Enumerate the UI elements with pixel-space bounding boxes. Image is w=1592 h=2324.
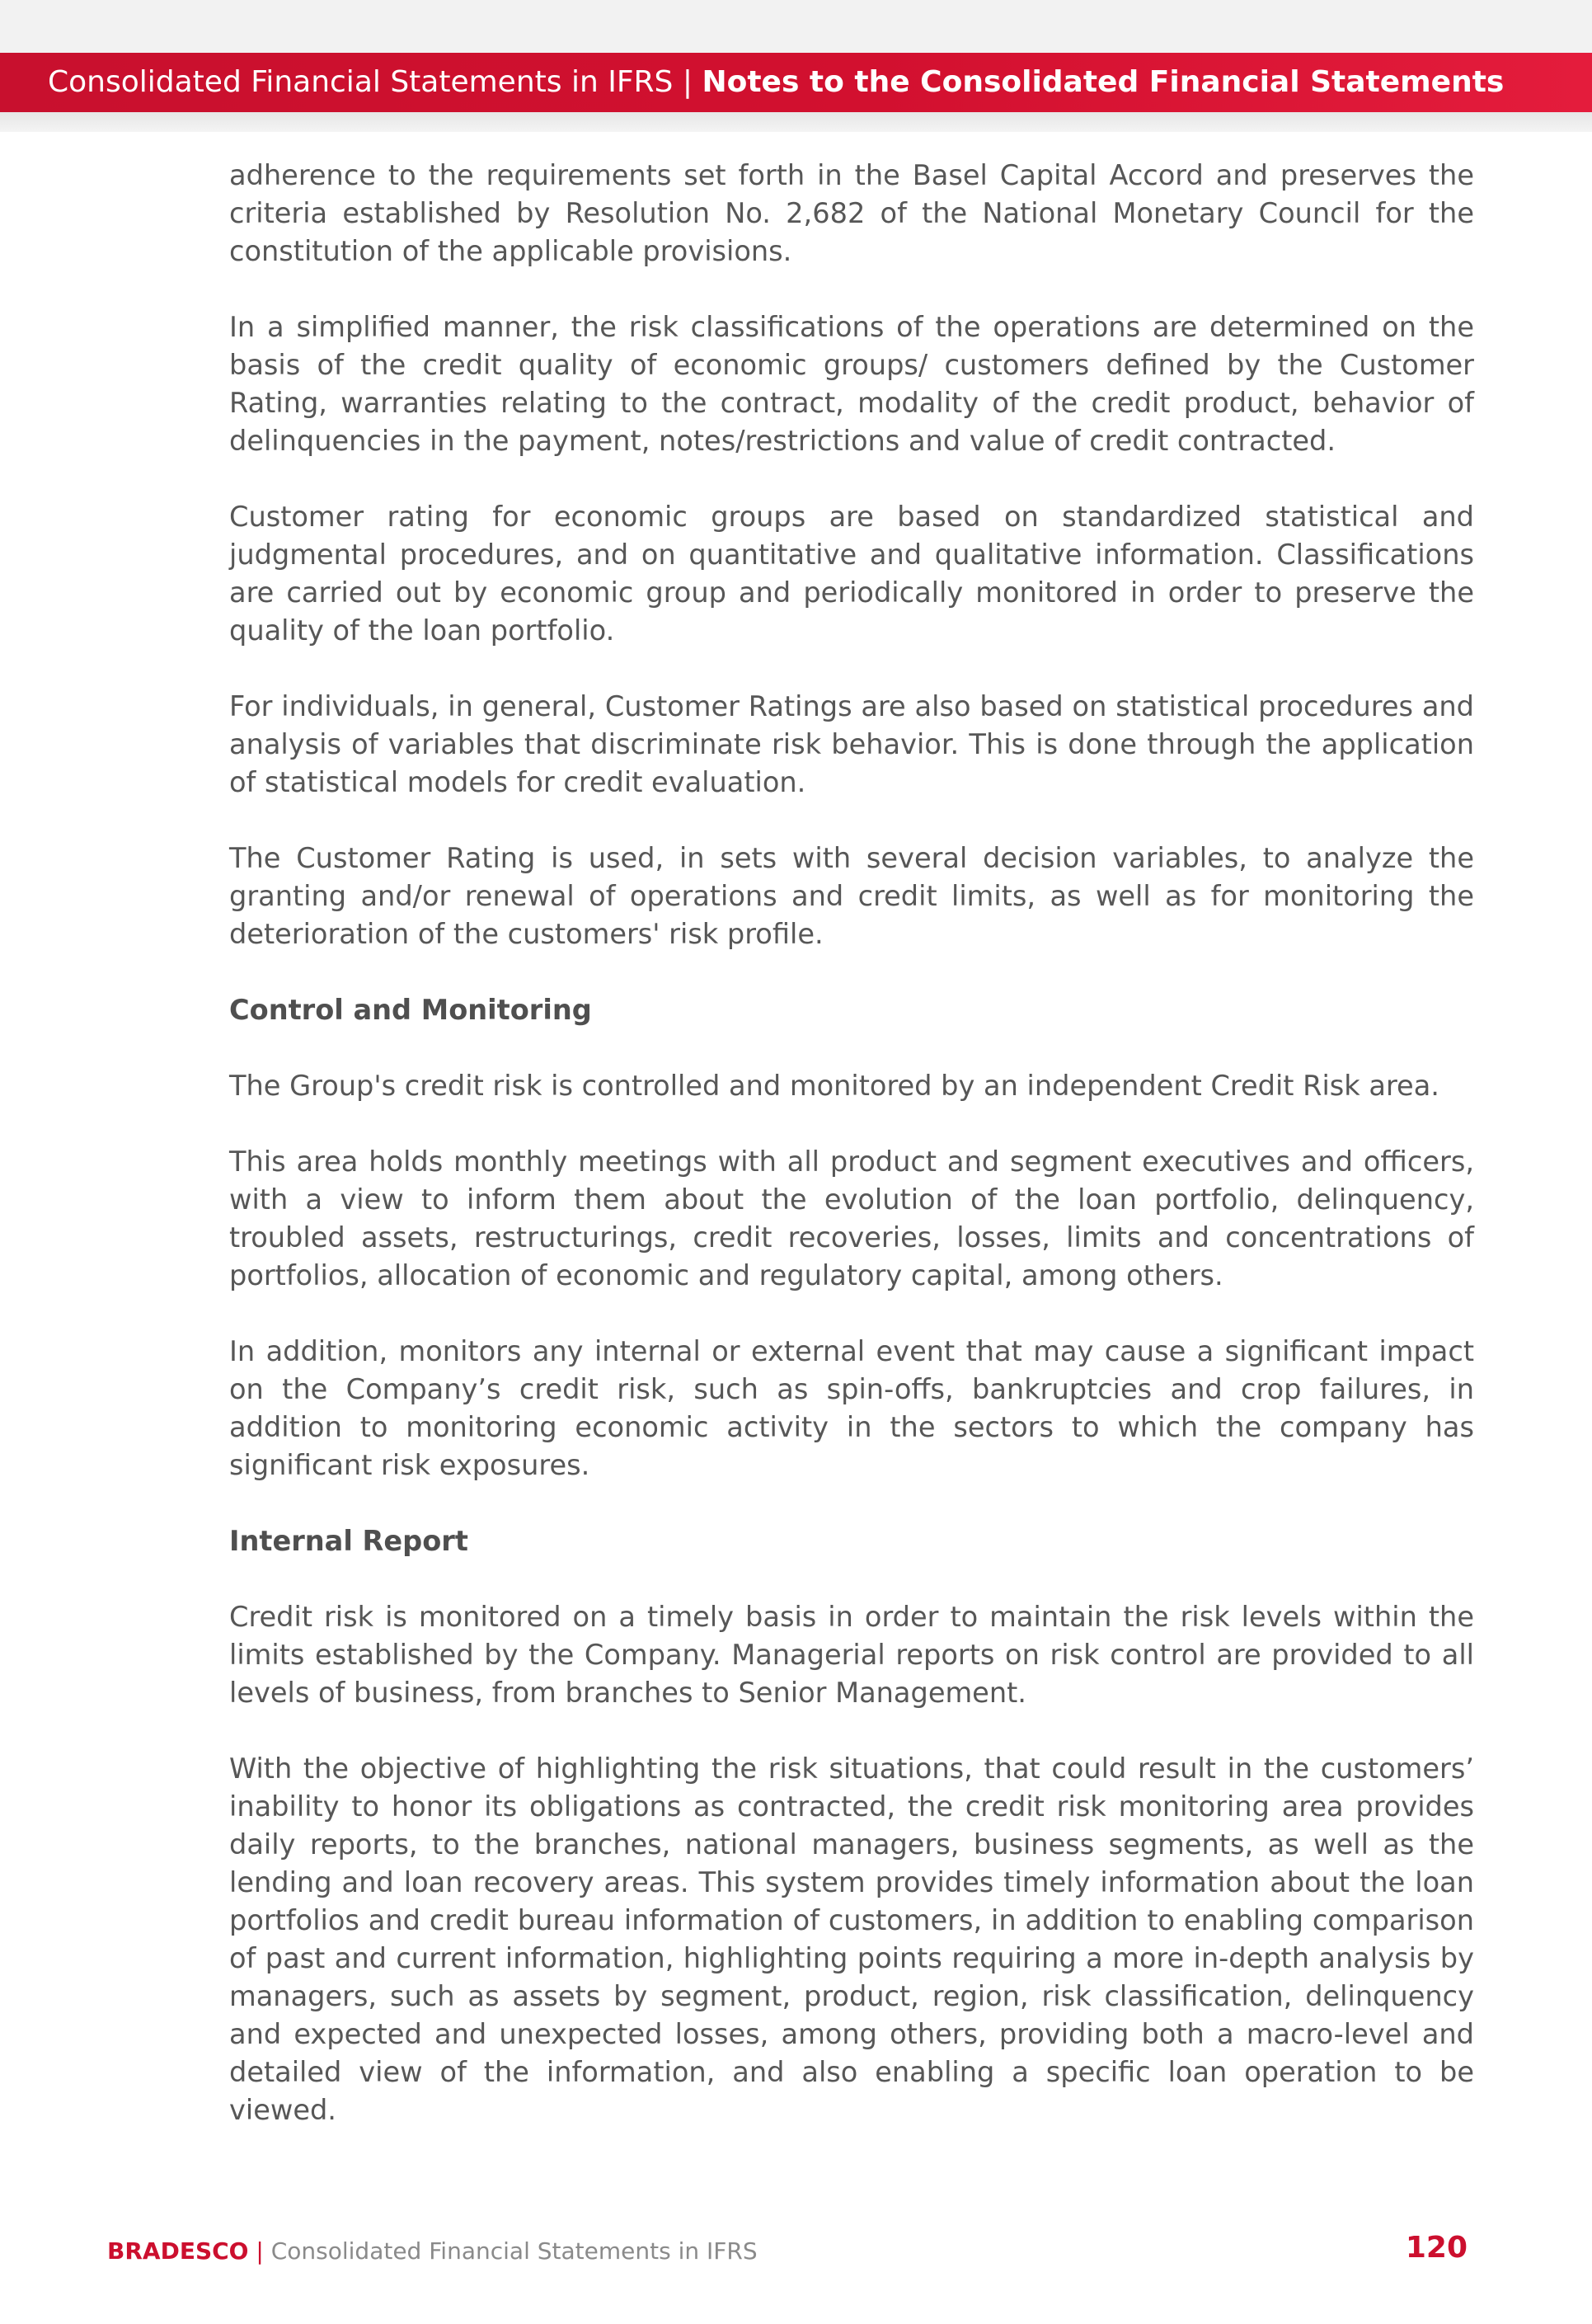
paragraph-event-monitoring: In addition, monitors any internal or external event that may cause a significant impact on the Company’s credit risk, such as spin-offs, bankruptcies and crop failures, in addition to monitoring economic activity in the sectors to which the company has significant risk exposures. <box>229 1335 1474 1481</box>
paragraph-daily-reports: With the objective of highlighting the risk situations, that could result in the customers’ inability to honor its obligations as contracted, the credit risk monitoring area provides daily reports, to the branches, national managers, business segments, as well as the lending and loan recovery areas. This system provides timely information about the loan portfolios and credit bureau information of customers, in addition to enabling comparison of past and current information, highlighting points requiring a more in-depth analysis by managers, such as assets by segment, product, region, risk classification, delinquency and expected and unexpected losses, among others, providing both a macro-level and detailed view of the information, and also enabling a specific loan operation to be viewed. <box>229 1752 1474 2126</box>
header-separator: | <box>682 65 702 99</box>
document-body <box>229 157 1474 2167</box>
footer-title: Consolidated Financial Statements in IFRS <box>270 2237 758 2265</box>
paragraph-basel-accord: adherence to the requirements set forth in the Basel Capital Accord and preserves the criteria established by Resolution No. 2,682 of the National Monetary Council for the constitution of the applicable provisions. <box>229 159 1474 267</box>
footer-brand: BRADESCO <box>107 2237 249 2265</box>
header-section-title: Consolidated Financial Statements in IFRS <box>48 65 674 99</box>
header-subsection-title: Notes to the Consolidated Financial Statements <box>702 65 1505 99</box>
paragraph-credit-risk-area: The Group's credit risk is controlled and monitored by an independent Credit Risk area. <box>229 1070 1439 1102</box>
paragraph-customer-rating-groups: Customer rating for economic groups are based on standardized statistical and judgmental procedures, and on quantitative and qualitative information. Classifications are carried out by economic group and periodically monitored in order to preserve the quality of the loan portfolio. <box>229 501 1474 647</box>
heading-internal-report: Internal Report <box>229 1525 468 1557</box>
page-number: 120 <box>1405 2231 1468 2265</box>
heading-control-monitoring: Control and Monitoring <box>229 994 592 1026</box>
paragraph-customer-rating-use: The Customer Rating is used, in sets with several decision variables, to analyze the granting and/or renewal of operations and credit limits, as well as for monitoring the deterioration of the customers' risk profile. <box>229 842 1474 950</box>
paragraph-risk-classifications: In a simplified manner, the risk classifications of the operations are determined on the basis of the credit quality of economic groups/ customers defined by the Customer Rating, warranties relating to the contract, modality of the credit product, behavior of delinquencies in the payment, notes/restrictions and value of credit contracted. <box>229 311 1474 457</box>
paragraph-monthly-meetings: This area holds monthly meetings with all product and segment executives and officers, with a view to inform them about the evolution of the loan portfolio, delinquency, troubled assets, restructurings, credit recoveries, losses, limits and concentrations of portfolios, allocation of economic and regulatory capital, among others. <box>229 1146 1474 1291</box>
page-footer <box>107 2235 758 2268</box>
top-margin-strip <box>0 0 1592 53</box>
page-header <box>0 53 1592 112</box>
paragraph-timely-monitoring: Credit risk is monitored on a timely basis in order to maintain the risk levels within the limits established by the Company. Managerial reports on risk control are provided to all levels of business, from branches to Senior Management. <box>229 1601 1474 1709</box>
header-shadow <box>0 112 1592 132</box>
footer-separator: | <box>256 2237 271 2265</box>
paragraph-individuals-rating: For individuals, in general, Customer Ratings are also based on statistical procedures and analysis of variables that discriminate risk behavior. This is done through the application of statistical models for credit evaluation. <box>229 690 1474 798</box>
